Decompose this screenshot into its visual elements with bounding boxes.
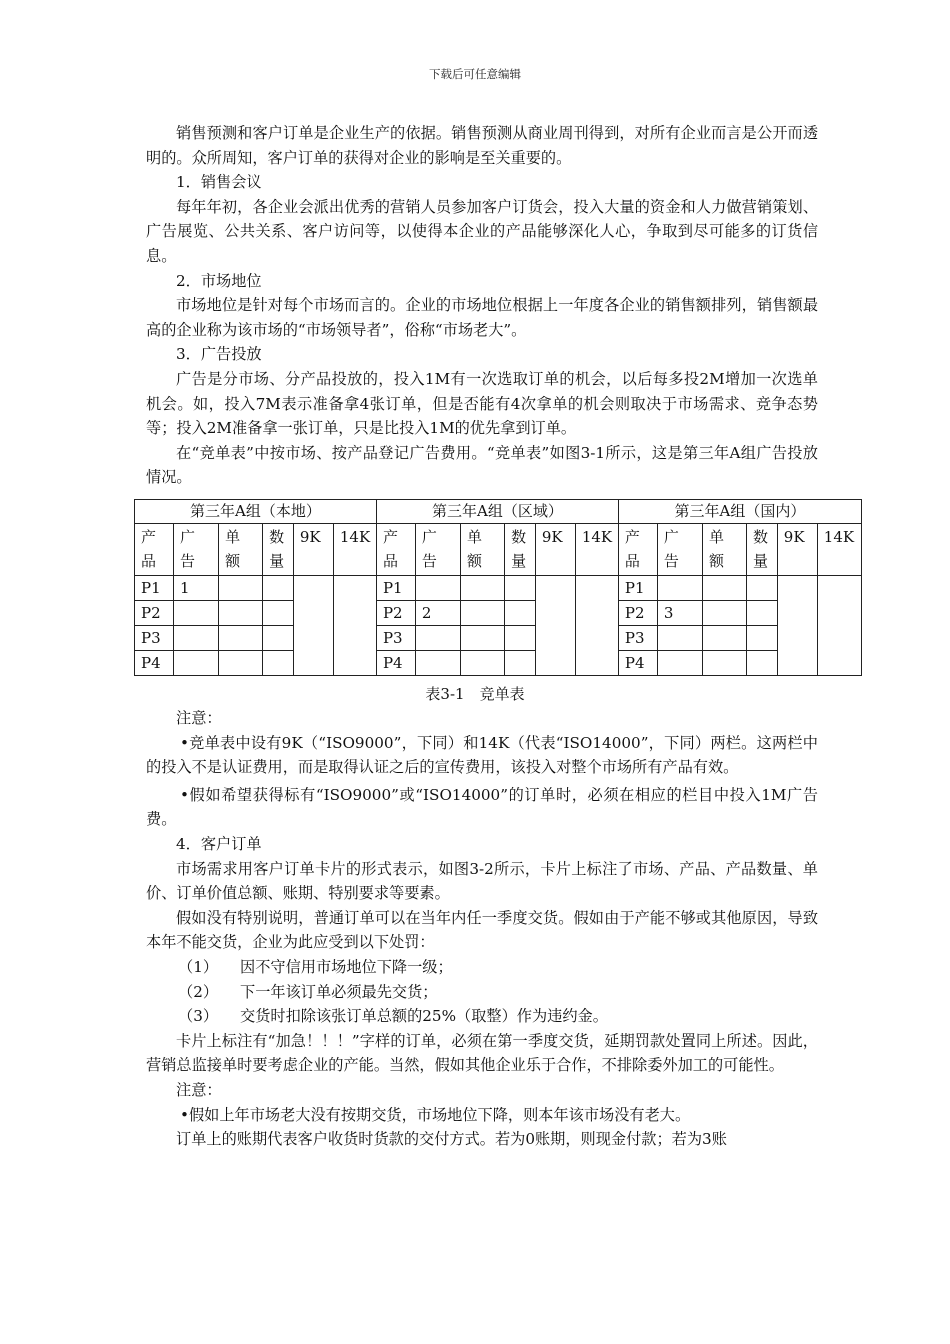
- ad-cell: 1: [173, 576, 218, 601]
- section-heading-customer-orders: 4．客户订单: [176, 834, 262, 853]
- col-header-14k: 14K: [333, 524, 376, 576]
- product-cell: P2: [618, 601, 657, 626]
- product-cell: P3: [618, 626, 657, 651]
- cert-9k-cell: [777, 576, 817, 676]
- ad-cell: [657, 576, 702, 601]
- col-header-9k: 9K: [535, 524, 575, 576]
- qty-cell: [505, 601, 536, 626]
- product-cell: P2: [376, 601, 415, 626]
- qty-cell: [263, 601, 294, 626]
- paragraph-payment-terms: 订单上的账期代表客户收货时货款的交付方式。若为0账期，则现金付款；若为3账: [176, 1130, 727, 1149]
- orders-cell: [702, 626, 746, 651]
- ad-cell: [173, 601, 218, 626]
- qty-cell: [505, 651, 536, 676]
- qty-cell: [263, 651, 294, 676]
- orders-cell: [461, 576, 505, 601]
- col-header-ad: 广 告: [415, 524, 460, 576]
- penalty-item: （2） 下一年该订单必须最先交货；: [178, 982, 438, 1001]
- cert-9k-cell: [535, 576, 575, 676]
- col-header-product: 产 品: [376, 524, 415, 576]
- qty-cell: [505, 626, 536, 651]
- orders-cell: [461, 626, 505, 651]
- product-cell: P3: [135, 626, 174, 651]
- section-heading-market-position: 2．市场地位: [176, 271, 262, 290]
- table-row: [135, 651, 862, 676]
- orders-cell: [219, 651, 263, 676]
- ad-cell: [415, 576, 460, 601]
- col-header-orders: 单 额: [219, 524, 263, 576]
- col-header-qty: 数 量: [263, 524, 294, 576]
- body-text-top: [146, 121, 818, 490]
- orders-cell: [702, 576, 746, 601]
- paragraph-advertising: 广告是分市场、分产品投放的，投入1M有一次选取订单的机会，以后每多投2M增加一次选单机会。如，投入7M表示准备拿4张订单，但是否能有4次拿单的机会则取决于市场需求、竞争态势等；投入2M准备拿一张订单，只是比投入1M的优先拿到订单。: [146, 369, 818, 438]
- col-header-9k: 9K: [777, 524, 817, 576]
- note-label: 注意：: [176, 1080, 222, 1099]
- product-cell: P2: [135, 601, 174, 626]
- orders-cell: [702, 601, 746, 626]
- qty-cell: [747, 651, 778, 676]
- paragraph-order-cards: 市场需求用客户订单卡片的形式表示，如图3-2所示，卡片上标注了市场、产品、产品数量、单价、订单价值总额、账期、特别要求等要素。: [146, 859, 818, 903]
- table-row: [135, 576, 862, 601]
- col-header-14k: 14K: [817, 524, 861, 576]
- bullet-market-leader: •假如上年市场老大没有按期交货，市场地位下降，则本年该市场没有老大。: [180, 1105, 691, 1124]
- group-header-regional: 第三年A组（区域）: [376, 500, 618, 524]
- ad-cell: [173, 626, 218, 651]
- bid-table: [134, 499, 862, 676]
- ad-cell: [173, 651, 218, 676]
- col-header-product: 产 品: [135, 524, 174, 576]
- paragraph-bid-table-intro: 在“竞单表”中按市场、按产品登记广告费用。“竞单表”如图3-1所示，这是第三年A组广告投放情况。: [146, 443, 818, 487]
- paragraph-intro: 销售预测和客户订单是企业生产的依据。销售预测从商业周刊得到，对所有企业而言是公开而透明的。众所周知，客户订单的获得对企业的影响是至关重要的。: [146, 124, 818, 167]
- product-cell: P1: [618, 576, 657, 601]
- product-cell: P3: [376, 626, 415, 651]
- col-header-qty: 数 量: [747, 524, 778, 576]
- col-header-orders: 单 额: [702, 524, 746, 576]
- cert-14k-cell: [333, 576, 376, 676]
- group-header-domestic: 第三年A组（国内）: [618, 500, 861, 524]
- qty-cell: [747, 601, 778, 626]
- ad-cell: [415, 651, 460, 676]
- product-cell: P4: [376, 651, 415, 676]
- product-cell: P4: [618, 651, 657, 676]
- product-cell: P1: [135, 576, 174, 601]
- col-header-orders: 单 额: [461, 524, 505, 576]
- qty-cell: [263, 576, 294, 601]
- cert-9k-cell: [293, 576, 333, 676]
- orders-cell: [219, 576, 263, 601]
- col-header-product: 产 品: [618, 524, 657, 576]
- col-header-ad: 广 告: [657, 524, 702, 576]
- col-header-ad: 广 告: [173, 524, 218, 576]
- col-header-qty: 数 量: [505, 524, 536, 576]
- orders-cell: [702, 651, 746, 676]
- table-caption: 表3-1 竞单表: [425, 685, 525, 703]
- qty-cell: [747, 576, 778, 601]
- ad-cell: [657, 626, 702, 651]
- product-cell: P4: [135, 651, 174, 676]
- cert-14k-cell: [817, 576, 861, 676]
- ad-cell: [415, 626, 460, 651]
- ad-cell: 2: [415, 601, 460, 626]
- table-group-header-row: [135, 500, 862, 524]
- table-column-header-row: [135, 524, 862, 576]
- penalty-item: （1） 因不守信用市场地位下降一级；: [178, 957, 453, 976]
- ad-cell: [657, 651, 702, 676]
- section-heading-advertising: 3．广告投放: [176, 345, 262, 364]
- paragraph-market-position: 市场地位是针对每个市场而言的。企业的市场地位根据上一年度各企业的销售额排列，销售额最高的企业称为该市场的“市场领导者”，俗称“市场老大”。: [146, 296, 818, 339]
- note-label: 注意：: [176, 709, 222, 727]
- paragraph-delivery: 假如没有特别说明，普通订单可以在当年内任一季度交货。假如由于产能不够或其他原因，导致本年不能交货，企业为此应受到以下处罚：: [146, 908, 818, 952]
- table-row: [135, 601, 862, 626]
- product-cell: P1: [376, 576, 415, 601]
- body-text-bottom: [146, 706, 818, 1152]
- bullet-cert-orders: •假如希望获得标有“ISO9000”或“ISO14000”的订单时，必须在相应的栏目中投入1M广告费。: [146, 785, 818, 829]
- orders-cell: [461, 651, 505, 676]
- ad-cell: 3: [657, 601, 702, 626]
- paragraph-urgent-orders: 卡片上标注有“加急！！！”字样的订单，必须在第一季度交货，延期罚款处置同上所述。因此，营销总监接单时要考虑企业的产能。当然，假如其他企业乐于合作，不排除委外加工的可能性。: [146, 1031, 818, 1075]
- bullet-cert-columns: •竞单表中设有9K（“ISO9000”，下同）和14K（代表“ISO14000”，下同）两栏。这两栏中的投入不是认证费用，而是取得认证之后的宣传费用，该投入对整个市场所有产品有效。: [146, 733, 818, 777]
- orders-cell: [219, 626, 263, 651]
- col-header-14k: 14K: [575, 524, 618, 576]
- cert-14k-cell: [575, 576, 618, 676]
- orders-cell: [219, 601, 263, 626]
- penalty-item: （3） 交货时扣除该张订单总额的25%（取整）作为违约金。: [178, 1007, 608, 1026]
- page-header: 下载后可任意编辑: [429, 67, 521, 81]
- qty-cell: [747, 626, 778, 651]
- section-heading-sales-meeting: 1．销售会议: [176, 173, 262, 192]
- col-header-9k: 9K: [293, 524, 333, 576]
- group-header-local: 第三年A组（本地）: [135, 500, 377, 524]
- qty-cell: [263, 626, 294, 651]
- table-row: [135, 626, 862, 651]
- qty-cell: [505, 576, 536, 601]
- orders-cell: [461, 601, 505, 626]
- paragraph-sales-meeting: 每年年初，各企业会派出优秀的营销人员参加客户订货会，投入大量的资金和人力做营销策划、广告展览、公共关系、客户访问等，以使得本企业的产品能够深化人心，争取到尽可能多的订货信息。: [146, 197, 818, 265]
